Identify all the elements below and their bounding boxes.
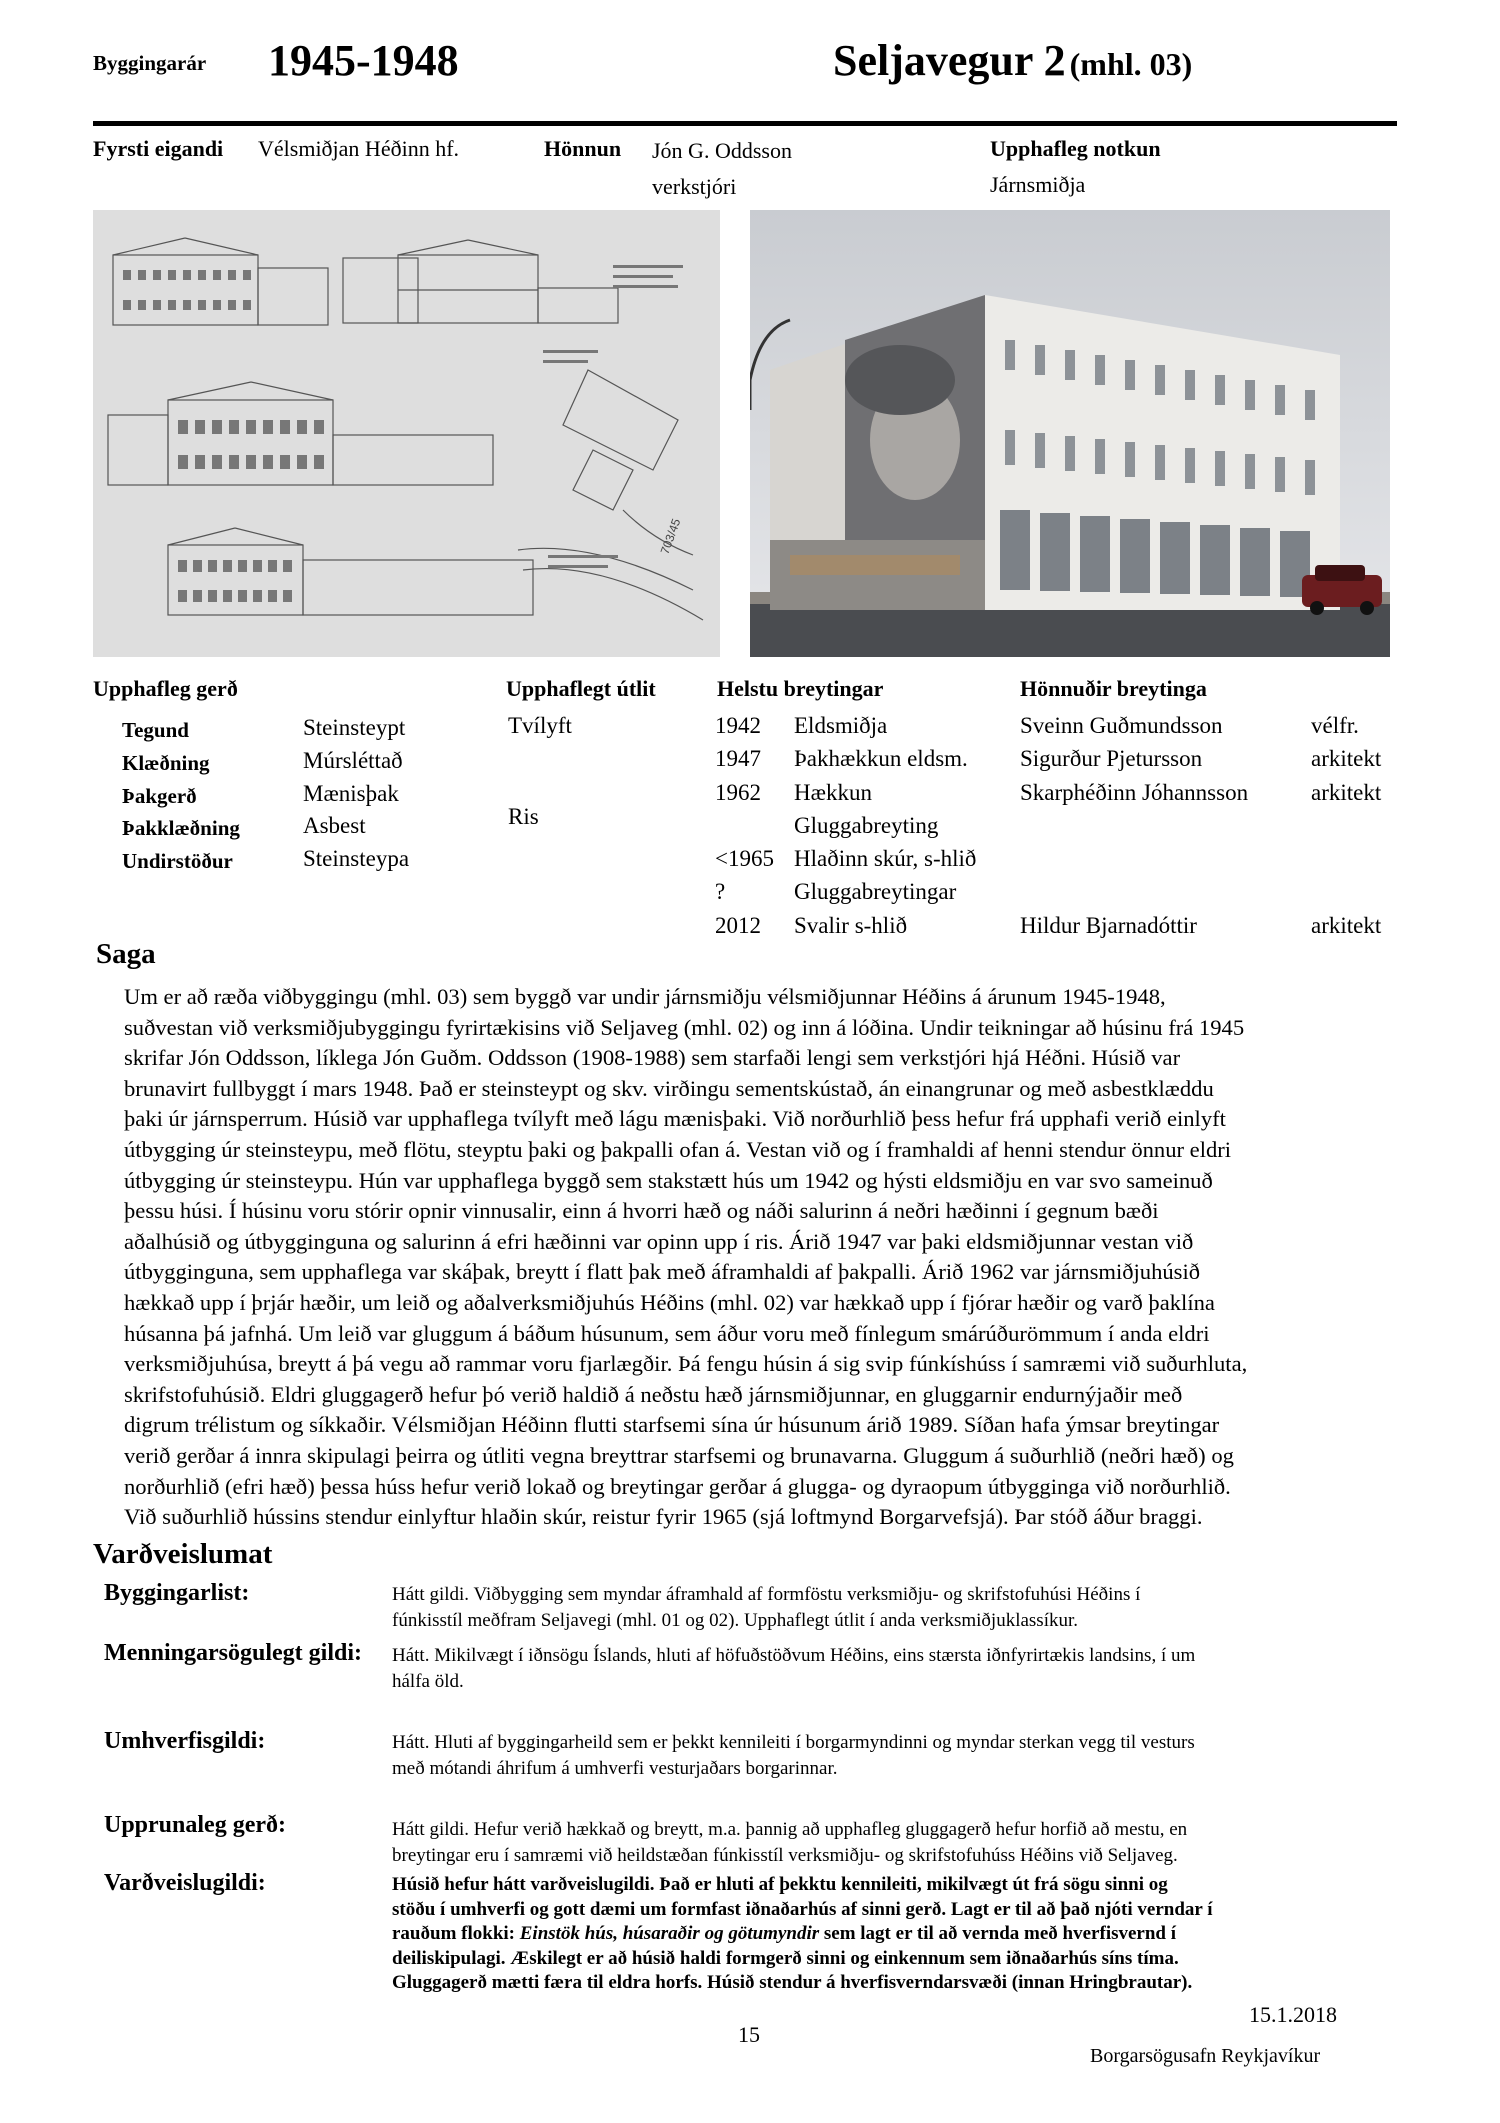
change-desc: Hækkun <box>794 779 872 805</box>
change-desc: Gluggabreytingar <box>794 879 957 905</box>
vv-label-byggingarlist: Byggingarlist: <box>104 1580 250 1606</box>
use-label: Upphafleg notkun <box>990 136 1161 161</box>
form-label: Þakgerð <box>122 783 197 808</box>
owner-value: Vélsmiðjan Héðinn hf. <box>258 136 460 161</box>
original-form-values <box>303 715 409 879</box>
change-desc: Gluggabreyting <box>794 812 939 838</box>
change-year: <1965 <box>715 846 774 872</box>
change-desc: Þakhækkun eldsm. <box>794 746 968 772</box>
change-title: arkitekt <box>1311 746 1382 772</box>
change-year: ? <box>715 879 726 905</box>
change-year <box>715 813 774 846</box>
saga-line: útbygginguna, sem upphaflega var skáþak, breytt í flatt þak með áframhaldi af þakpalli. Árið 1962 var járnsmiðjuhúsið <box>124 1259 1201 1285</box>
change-title: arkitekt <box>1311 912 1382 938</box>
building-photo <box>750 210 1390 657</box>
address-name: Seljavegur 2 <box>833 36 1066 85</box>
saga-line: verið gerðar á innra skipulagi þeirra og útliti vegna breyttrar starfsemi og brunavarna. Gluggum á suðurhlið (neðri hæð) og <box>124 1442 1234 1468</box>
saga-line: Við suðurhlið hússins stendur einlyftur hlaðin skúr, reistur fyrir 1965 (sjá loftmynd Borgarvefsjá). Þar stóð áður braggi. <box>124 1504 1203 1530</box>
changes-years <box>715 713 774 946</box>
vv-text-final <box>392 1873 1392 1996</box>
change-designer <box>1020 813 1248 846</box>
saga-line: þessu húsi. Í húsinu voru stórir opnir vinnusalir, einn á hvorri hæð og náði salurinn á neðri hæðinni í gegnum bæði <box>124 1198 1159 1224</box>
original-form-header: Upphafleg gerð <box>93 676 238 701</box>
header-label: Byggingarár <box>93 51 207 75</box>
original-look-header: Upphaflegt útlit <box>506 676 656 701</box>
change-title: vélfr. <box>1311 713 1359 738</box>
vv-label-final: Varðveislugildi: <box>104 1870 266 1896</box>
saga-line: aðalhúsið og útbygginguna og salurinn á efri hæðinni var opinn upp í ris. Árið 1947 var þaki eldsmiðjunnar vestan við <box>124 1228 1194 1254</box>
form-label: Þakklæðning <box>122 816 240 841</box>
changes-designers <box>1020 713 1248 946</box>
change-title <box>1311 813 1381 846</box>
saga-line: brunavirt fullbyggt í mars 1948. Það er steinsteypt og skv. virðingu sementskústað, án einangrunar og með asbestklæddu <box>124 1075 1214 1101</box>
vv-text-byggingarlist <box>392 1582 1140 1634</box>
vv-text-upprunaleg <box>392 1817 1187 1869</box>
changes-descriptions <box>794 713 976 946</box>
vv-final-line: Gluggagerð mætti færa til eldra horfs. Húsið stendur á hverfisverndarsvæði (innan Hringbrautar). <box>392 1972 1193 1993</box>
form-value: Asbest <box>303 813 366 839</box>
vv-label-menning: Menningarsögulegt gildi: <box>104 1640 363 1666</box>
saga-line: suðvestan við verksmiðjubyggingu fyrirtækisins við Seljaveg (mhl. 02) og inn á lóðina. Undir teikningar að húsinu frá 1945 <box>124 1014 1245 1040</box>
drawing-annotation: 703/45 <box>657 516 684 557</box>
saga-line: útbygging úr steinsteypu, með flötu, steyptu þaki og þakpalli ofan á. Vestan við og í framhaldi af henni stendur önnur eldri <box>124 1136 1232 1162</box>
original-form-labels <box>122 718 240 882</box>
owner-label: Fyrsti eigandi <box>93 136 224 161</box>
change-title: arkitekt <box>1311 779 1382 805</box>
form-label: Undirstöður <box>122 849 233 874</box>
form-value: Mænisþak <box>303 780 399 806</box>
form-label: Tegund <box>122 718 189 742</box>
change-year: 2012 <box>715 912 761 938</box>
change-title <box>1311 879 1381 912</box>
change-title <box>1311 846 1381 879</box>
vv-line: fúnkisstíl meðfram Seljavegi (mhl. 01 og 02). Upphaflegt útlit í anda verksmiðjuklassíkur. <box>392 1610 1079 1631</box>
change-designer: Sigurður Pjetursson <box>1020 746 1203 772</box>
main-changes-header: Helstu breytingar <box>717 676 884 701</box>
form-value: Múrsléttað <box>303 747 403 773</box>
vv-final-category: Einstök hús, húsaraðir og götumyndir <box>519 1923 820 1944</box>
change-designer: Hildur Bjarnadóttir <box>1020 912 1197 938</box>
vv-label-upprunaleg: Upprunaleg gerð: <box>104 1812 286 1838</box>
vv-text-menning <box>392 1643 1195 1695</box>
footer-publisher: Borgarsögusafn Reykjavíkur <box>1090 2045 1321 2067</box>
header-address <box>833 35 1192 86</box>
original-look-storeys: Tvílyft <box>508 713 572 738</box>
change-designer: Sveinn Guðmundsson <box>1020 713 1223 738</box>
vv-line: Hátt gildi. Viðbygging sem myndar áframhald af formföstu verksmiðju- og skrifstofuhúsi Héðins í <box>392 1584 1141 1605</box>
vv-final-line: stöðu í umhverfi og gott dæmi um formfast iðnaðarhús af sinni gerð. Lagt er til að það njóti verndar í <box>392 1898 1213 1920</box>
vv-final-line: deiliskipulagi. Æskilegt er að húsið haldi formgerð sinni og einkennum sem iðnaðarhús síns tíma. <box>392 1947 1179 1969</box>
drawing-svg <box>93 210 720 657</box>
form-label: Klæðning <box>122 750 210 775</box>
vv-line: breytingar eru í samræmi við heildstæðan fúnkisstíl verksmiðju- og skrifstofuhúss Héðins við Seljaveg. <box>392 1845 1178 1866</box>
photo-svg <box>750 210 1390 657</box>
saga-line: verksmiðjuhúsa, breytt á þá vegu að rammar voru fjarlægðir. Þá fengu húsin á sig svip fúnkíshúss í samræmi við suðurhluta, <box>124 1351 1248 1377</box>
architectural-drawing <box>93 210 720 657</box>
change-designers-header: Hönnuðir breytinga <box>1020 676 1207 701</box>
change-desc: Svalir s-hlið <box>794 912 908 938</box>
address-suffix: (mhl. 03) <box>1069 46 1193 82</box>
form-value: Steinsteypa <box>303 846 410 872</box>
header-years: 1945-1948 <box>268 36 459 85</box>
page-number: 15 <box>738 2022 760 2047</box>
vv-final-line-3 <box>392 1922 1392 1947</box>
original-look-roof: Ris <box>508 804 539 829</box>
vv-line: með mótandi áhrifum á umhverfi vesturjaðars borgarinnar. <box>392 1758 838 1779</box>
vv-line: Hátt. Hluti af byggingarheild sem er þekkt kennileiti í borgarmyndinni og myndar sterkan vegg til vesturs <box>392 1732 1195 1753</box>
vv-line: Hátt. Mikilvægt í iðnsögu Íslands, hluti af höfuðstöðvum Héðins, eins stærsta iðnfyrirtækis landsins, í um <box>392 1645 1196 1666</box>
design-role: verkstjóri <box>652 174 737 199</box>
change-designer <box>1020 879 1248 912</box>
change-desc: Eldsmiðja <box>794 713 888 738</box>
header-rule <box>93 121 1397 126</box>
design-name: Jón G. Oddsson <box>652 138 792 163</box>
form-value: Steinsteypt <box>303 715 406 740</box>
use-value: Járnsmiðja <box>990 172 1086 197</box>
changes-titles <box>1311 713 1381 946</box>
footer-date: 15.1.2018 <box>1249 2002 1337 2027</box>
vv-text-umhverfi <box>392 1730 1195 1782</box>
saga-line: norðurhlið (efri hæð) þessa húss hefur verið lokað og breytingar gerðar á glugga- og dyraopum útbygginga við norðurhlið. <box>124 1473 1231 1499</box>
change-designer: Skarphéðinn Jóhannsson <box>1020 779 1249 805</box>
change-year: 1942 <box>715 713 761 738</box>
change-desc: Hlaðinn skúr, s-hlið <box>794 846 977 872</box>
saga-line: útbygging úr steinsteypu. Hún var upphaflega byggð sem stakstætt hús um 1942 og hýsti eldsmiðju en var svo sameinuð <box>124 1167 1213 1193</box>
saga-line: þaki úr járnsperrum. Húsið var upphaflega tvílyft með lágu mænisþaki. Við norðurhlið þess hefur frá upphafi verið einlyft <box>124 1106 1226 1132</box>
saga-line: Um er að ræða viðbyggingu (mhl. 03) sem byggð var undir járnsmiðju vélsmiðjunnar Héðins á árunum 1945-1948, <box>124 984 1166 1009</box>
vv-final-seg: sem lagt er til að vernda með hverfisvernd í <box>819 1923 1177 1944</box>
vardveisla-heading: Varðveislumat <box>93 1538 273 1570</box>
design-label: Hönnun <box>544 136 622 161</box>
vv-line: hálfa öld. <box>392 1671 464 1692</box>
vv-final-line: Húsið hefur hátt varðveislugildi. Það er hluti af þekktu kennileiti, mikilvægt út frá sögu sinni og <box>392 1874 1168 1895</box>
vv-final-seg: rauðum flokki: <box>392 1923 520 1944</box>
change-year: 1962 <box>715 779 761 805</box>
saga-line: hækkað upp í þrjár hæðir, um leið og aðalverksmiðjuhús Héðins (mhl. 02) var hækkað upp í fjórar hæðir og varð þaklína <box>124 1289 1215 1315</box>
saga-line: skrifar Jón Oddsson, líklega Jón Guðm. Oddsson (1908-1988) sem starfaði lengi sem verkstjóri hjá Héðni. Húsið var <box>124 1045 1181 1071</box>
saga-body <box>124 982 1380 1533</box>
vv-line: Hátt gildi. Hefur verið hækkað og breytt, m.a. þannig að upphafleg gluggagerð hefur horfið að mestu, en <box>392 1819 1188 1840</box>
vv-label-umhverfi: Umhverfisgildi: <box>104 1728 266 1754</box>
change-year: 1947 <box>715 746 761 772</box>
saga-heading: Saga <box>96 938 156 970</box>
saga-line: skrifstofuhúsið. Eldri gluggagerð hefur þó verið haldið á neðstu hæð járnsmiðjunnar, en gluggarnir endurnýjaðir með <box>124 1381 1183 1407</box>
saga-line: digrum trélistum og síkkaðir. Vélsmiðjan Héðinn flutti starfsemi sína úr húsunum árið 1989. Síðan hafa ýmsar breytingar <box>124 1412 1220 1438</box>
change-designer <box>1020 846 1248 879</box>
saga-line: húsanna þá jafnhá. Um leið var gluggum á báðum húsunum, sem áður voru með fínlegum smárúðurömmum í anda eldri <box>124 1320 1210 1346</box>
